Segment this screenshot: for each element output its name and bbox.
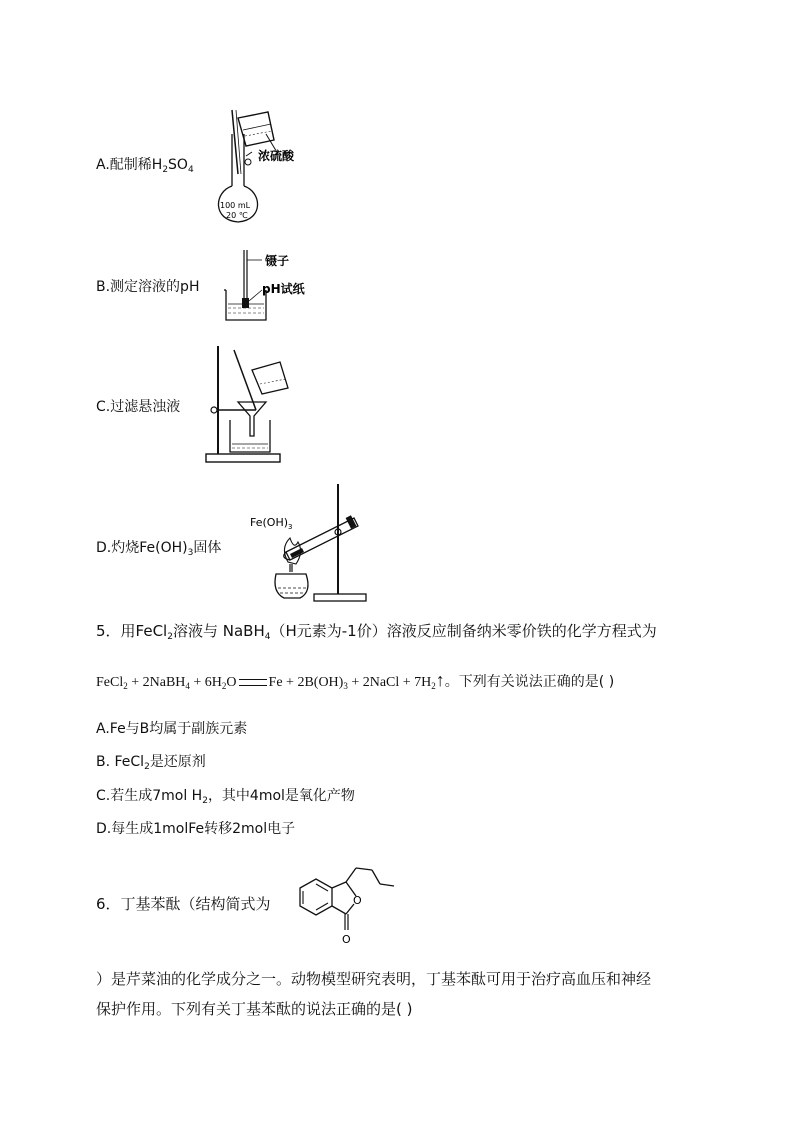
q5-equation: FeCl$_2$ + 2NaBH$_4$ + $6H_2O$ $Fe + 2B(OH)_3$ + 2NaCl + $7H_2↑$。下列有关说法正确的是( ) (96, 670, 615, 691)
tweezers-label: 镊子 (265, 254, 290, 268)
q5-option-b: B. FeCl$_2$是还原剂 (96, 754, 206, 772)
ph-test-figure (222, 246, 316, 326)
q5-option-d: D.每生成1molFe转移2mol电子 (96, 821, 296, 837)
q6-stem-line1: 6．丁基苯酞（结构简式为 (96, 895, 271, 913)
q6-stem-line2: ）是芹菜油的化学成分之一。动物模型研究表明，丁基苯酞可用于治疗高血压和神经 (96, 970, 652, 988)
q5-option-a: A.Fe与B均属于副族元素 (96, 721, 248, 737)
ph-paper-label: pH试纸 (262, 282, 305, 296)
q6-stem-line3: 保护作用。下列有关丁基苯酞的说法正确的是( ) (96, 1000, 413, 1018)
volume-label: 100 mL (220, 201, 251, 210)
option-a-label: A.配制稀$H_2SO_4$ (96, 157, 194, 175)
butylphthalide-structure (280, 858, 400, 950)
fe-oh3-label: $Fe(OH)_3$ (250, 516, 293, 531)
filtration-figure (204, 344, 304, 466)
acid-label: 浓硫酸 (258, 149, 295, 163)
option-b-label: B.测定溶液的pH (96, 279, 200, 295)
q5-option-c: C.若生成7mol $H_2$，其中4mol是氧化产物 (96, 788, 355, 806)
option-d-label: D.灼烧$Fe(OH)_3$固体 (96, 540, 222, 558)
ring-oxygen: O (353, 894, 362, 907)
heating-tube-figure (250, 480, 370, 604)
q5-stem: 5．用FeCl$_2$溶液与 NaBH$_4$（H元素为-1价）溶液反应制备纳米零价铁的化学方程式为 (96, 622, 657, 642)
double-bond-sign (239, 679, 267, 686)
temp-label: 20 ℃ (226, 211, 248, 220)
option-c-label: C.过滤悬浊液 (96, 399, 181, 415)
volumetric-flask-figure (208, 104, 308, 228)
carbonyl-oxygen: O (342, 933, 351, 946)
